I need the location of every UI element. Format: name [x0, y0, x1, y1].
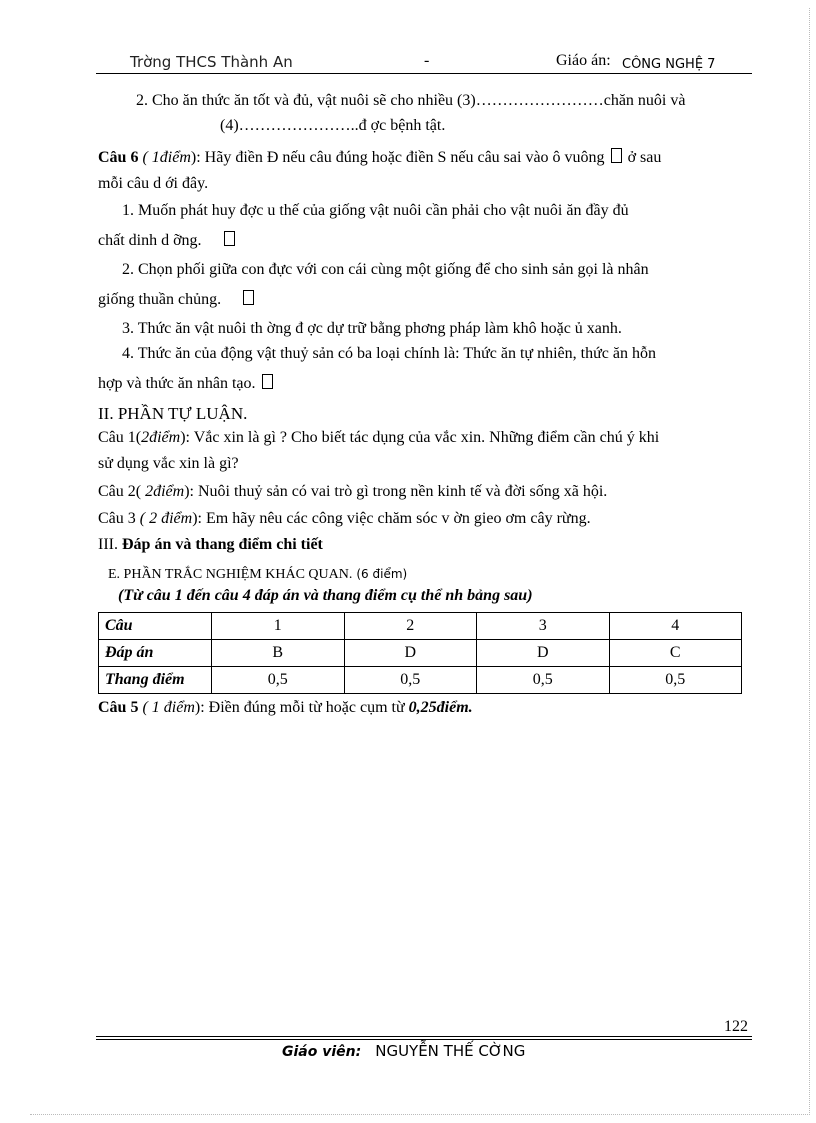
statement-4-text: hợp và thức ăn nhân tạo. — [98, 375, 256, 392]
cell-cau-1: 1 — [212, 613, 345, 640]
answer-q5-label: Câu 5 — [98, 699, 139, 716]
checkbox-icon — [611, 148, 622, 163]
answer-q5 — [98, 699, 473, 717]
header-school: Trờng THCS Thành An — [130, 53, 293, 71]
section-e-title — [108, 565, 407, 583]
table-row — [99, 667, 742, 694]
header-subject-value: CÔNG NGHỆ 7 — [622, 57, 716, 72]
q6-points: ( 1điểm — [142, 149, 191, 166]
page-number: 122 — [724, 1018, 748, 1035]
cell-cau-2: 2 — [344, 613, 477, 640]
header-rule — [96, 73, 752, 74]
essay-q3 — [98, 510, 591, 528]
row-header-cau: Câu — [99, 613, 212, 640]
answer-q5-points: ( 1 điểm — [138, 699, 195, 716]
q5-line-1: 2. Cho ăn thức ăn tốt và đủ, vật nuôi sẽ cho nhiều (3)……………………chăn nuôi và — [136, 92, 686, 109]
essay-q1-line-1 — [98, 429, 659, 447]
statement-1-line-1: 1. Muốn phát huy đợc u thế của giống vật nuôi cần phải cho vật nuôi ăn đầy đủ — [122, 202, 629, 219]
q6-label: Câu 6 — [98, 149, 139, 166]
part-3-heading: Đáp án và thang điểm chi tiết — [121, 536, 323, 553]
checkbox-icon — [224, 231, 235, 246]
answer-table — [98, 612, 742, 694]
header-dash: - — [424, 52, 430, 69]
table-row — [99, 640, 742, 667]
statement-1-line-2 — [98, 231, 237, 250]
cell-dap-an-1: B — [212, 640, 345, 667]
part-3-number: III. — [98, 536, 122, 553]
cell-thang-diem-3: 0,5 — [477, 667, 610, 694]
teacher-label: Giáo viên: — [282, 1044, 362, 1060]
cell-thang-diem-2: 0,5 — [344, 667, 477, 694]
essay-q2-prefix: Câu 2( — [98, 483, 146, 500]
cell-cau-3: 3 — [477, 613, 610, 640]
statement-2-text: giống thuần chủng. — [98, 291, 222, 308]
checkbox-icon — [262, 374, 273, 389]
part-2-title: II. PHẦN TỰ LUẬN. — [98, 404, 248, 423]
statement-2-line-1: 2. Chọn phối giữa con đực với con cái cùng một giống để cho sinh sản gọi là nhân — [122, 261, 649, 278]
checkbox-icon — [243, 290, 254, 305]
essay-q2-points: 2điểm — [145, 483, 185, 500]
statement-1-text: chất dinh d ỡng. — [98, 232, 202, 249]
cell-dap-an-4: C — [609, 640, 742, 667]
essay-q1-line-2: sử dụng vắc xin là gì? — [98, 455, 239, 472]
essay-q3-text: ): Em hãy nêu các công việc chăm sóc v ờn gieo ơm cây rừng. — [192, 510, 591, 527]
answer-q5-score: 0,25điểm. — [408, 699, 473, 716]
table-note: (Từ câu 1 đến câu 4 đáp án và thang điểm cụ thể nh bảng sau) — [118, 587, 533, 604]
essay-q1-points: 2điểm — [141, 429, 181, 446]
essay-q1-prefix: Câu 1( — [98, 429, 142, 446]
q5-line-2: (4)…………………..đ ợc bệnh tật. — [220, 117, 446, 134]
footer-rule-top — [96, 1036, 752, 1037]
q6-text-a: ): Hãy điền Đ nếu câu đúng hoặc điền S nếu câu sai vào ô vuông — [190, 149, 605, 166]
answer-q5-text: ): Điền đúng mỗi từ hoặc cụm từ — [194, 699, 409, 716]
statement-4-line-2 — [98, 374, 275, 393]
teacher-name: NGUYỄN THẾ CỜNG — [375, 1042, 526, 1060]
header-subject-label: Giáo án: — [556, 52, 611, 69]
cell-dap-an-3: D — [477, 640, 610, 667]
page-border-bottom — [30, 1114, 810, 1115]
statement-4-line-1: 4. Thức ăn của động vật thuỷ sản có ba loại chính là: Thức ăn tự nhiên, thức ăn hỗn — [122, 345, 656, 362]
statement-3-line-1: 3. Thức ăn vật nuôi th ờng đ ợc dự trữ bằng phơng pháp làm khô hoặc ủ xanh. — [122, 320, 622, 337]
cell-thang-diem-4: 0,5 — [609, 667, 742, 694]
cell-dap-an-2: D — [344, 640, 477, 667]
part-3-title — [98, 536, 323, 554]
section-e-points: (6 điểm) — [356, 567, 408, 581]
q6-line-1 — [98, 148, 661, 167]
essay-q3-points: ( 2 điểm — [139, 510, 193, 527]
cell-cau-4: 4 — [609, 613, 742, 640]
section-e-heading: E. PHẦN TRẮC NGHIỆM KHÁC QUAN. — [108, 567, 353, 582]
essay-q2-text: ): Nuôi thuỷ sản có vai trò gì trong nền kinh tế và đời sống xã hội. — [184, 483, 608, 500]
footer-teacher — [282, 1042, 525, 1061]
row-header-dap-an: Đáp án — [99, 640, 212, 667]
q6-text-b: ở sau — [627, 149, 662, 166]
essay-q1-text: ): Vắc xin là gì ? Cho biết tác dụng của vắc xin. Những điểm cần chú ý khi — [180, 429, 660, 446]
essay-q3-prefix: Câu 3 — [98, 510, 140, 527]
essay-q2 — [98, 483, 607, 501]
table-row — [99, 613, 742, 640]
q6-line-2: mỗi câu d ới đây. — [98, 175, 209, 192]
footer-rule-bottom — [96, 1039, 752, 1040]
statement-2-line-2 — [98, 290, 256, 309]
row-header-thang-diem: Thang điểm — [99, 667, 212, 694]
cell-thang-diem-1: 0,5 — [212, 667, 345, 694]
page-border-right — [809, 8, 810, 1115]
